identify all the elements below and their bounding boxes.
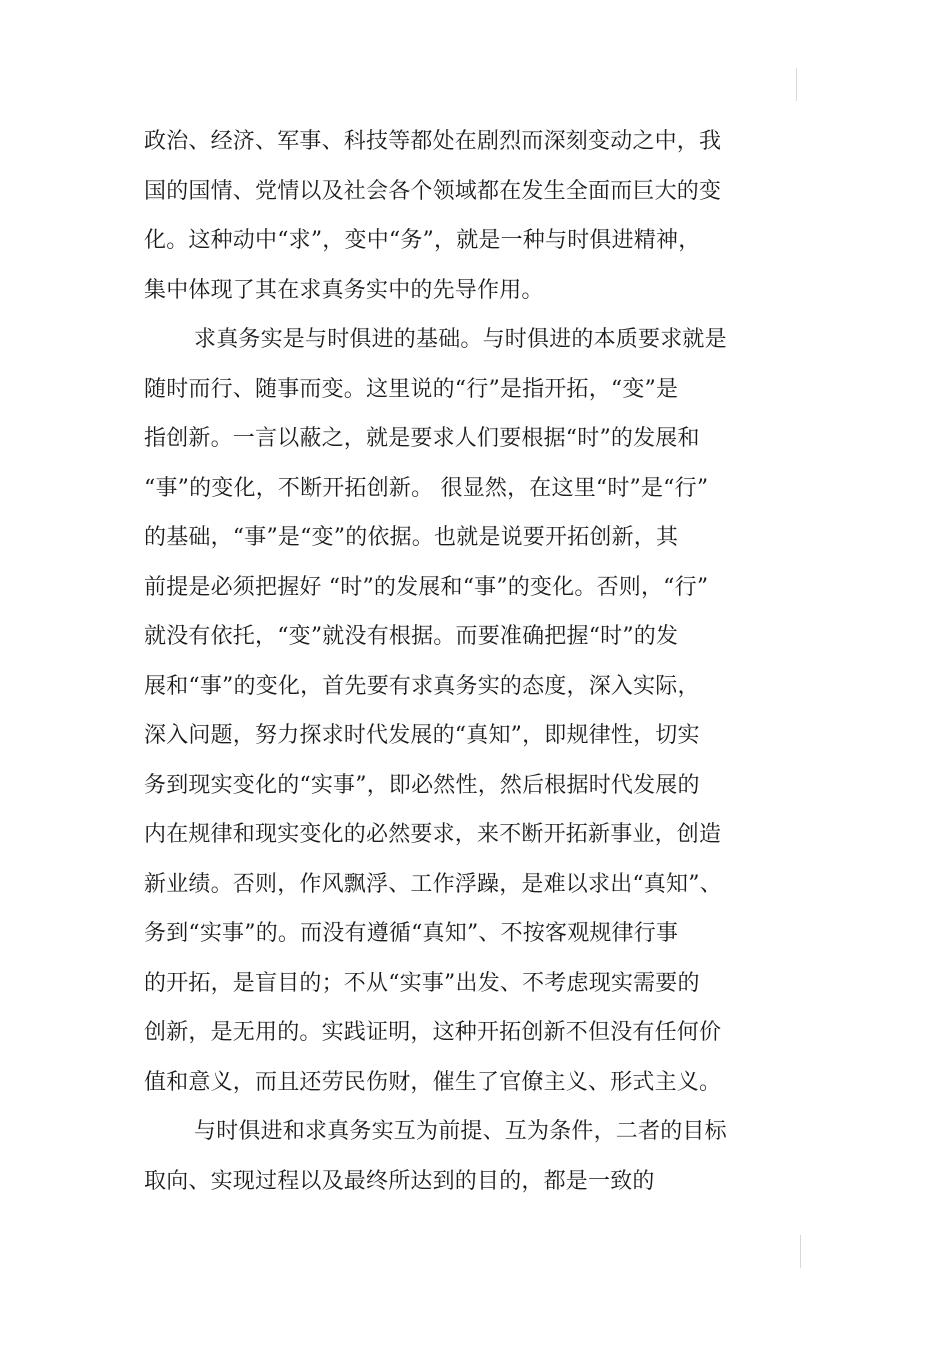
text-line: 化。这种动中“求”，变中“务”，就是一种与时俱进精神， [144,228,701,253]
text-line: 新业绩。否则，作风飘浮、工作浮躁，是难以求出“真知”、 [144,871,722,897]
text-line: “事”的变化，不断开拓创新。 很显然，在这里“时”是“行” [144,475,709,501]
paragraph-start-line: 与时俱进和求真务实互为前提、互为条件，二者的目标 [194,1119,727,1144]
text-line: 务到现实变化的“实事”，即必然性，然后根据时代发展的 [144,772,700,798]
text-line: 务到“实事”的。而没有遵循“真知”、不按客观规律行事 [144,921,679,946]
text-line: 值和意义，而且还劳民伤财，催生了官僚主义、形式主义。 [144,1069,722,1095]
text-line: 深入问题，努力探求时代发展的“真知”，即规律性，切实 [144,723,700,748]
page-corner-mark-top [796,68,797,101]
text-line: 就没有依托，“变”就没有根据。而要准确把握“时”的发 [144,624,679,649]
text-line: 创新，是无用的。实践证明，这种开拓创新不但没有任何价 [144,1020,722,1045]
text-line: 随时而行、随事而变。这里说的“行”是指开拓，“变”是 [144,376,679,402]
paragraph-start-line: 求真务实是与时俱进的基础。与时俱进的本质要求就是 [194,327,727,352]
text-line: 国的国情、党情以及社会各个领域都在发生全面而巨大的变 [144,178,722,204]
body-text [144,117,824,1206]
text-line: 展和“事”的变化，首先要有求真务实的态度，深入实际， [144,673,700,699]
text-line: 的开拓，是盲目的；不从“实事”出发、不考虑现实需要的 [144,970,700,996]
text-line: 前提是必须把握好 “时”的发展和“事”的变化。否则，“行” [144,574,709,600]
text-line: 集中体现了其在求真务实中的先导作用。 [144,277,544,303]
text-line: 的基础，“事”是“变”的依据。也就是说要开拓创新，其 [144,525,679,550]
text-line: 取向、实现过程以及最终所达到的目的，都是一致的 [144,1168,655,1194]
page-corner-mark-bottom [800,1235,801,1268]
text-line: 指创新。一言以蔽之，就是要求人们要根据“时”的发展和 [144,426,700,451]
text-line: 政治、经济、军事、科技等都处在剧烈而深刻变动之中，我 [144,129,722,154]
text-line: 内在规律和现实变化的必然要求，来不断开拓新事业，创造 [144,822,722,847]
